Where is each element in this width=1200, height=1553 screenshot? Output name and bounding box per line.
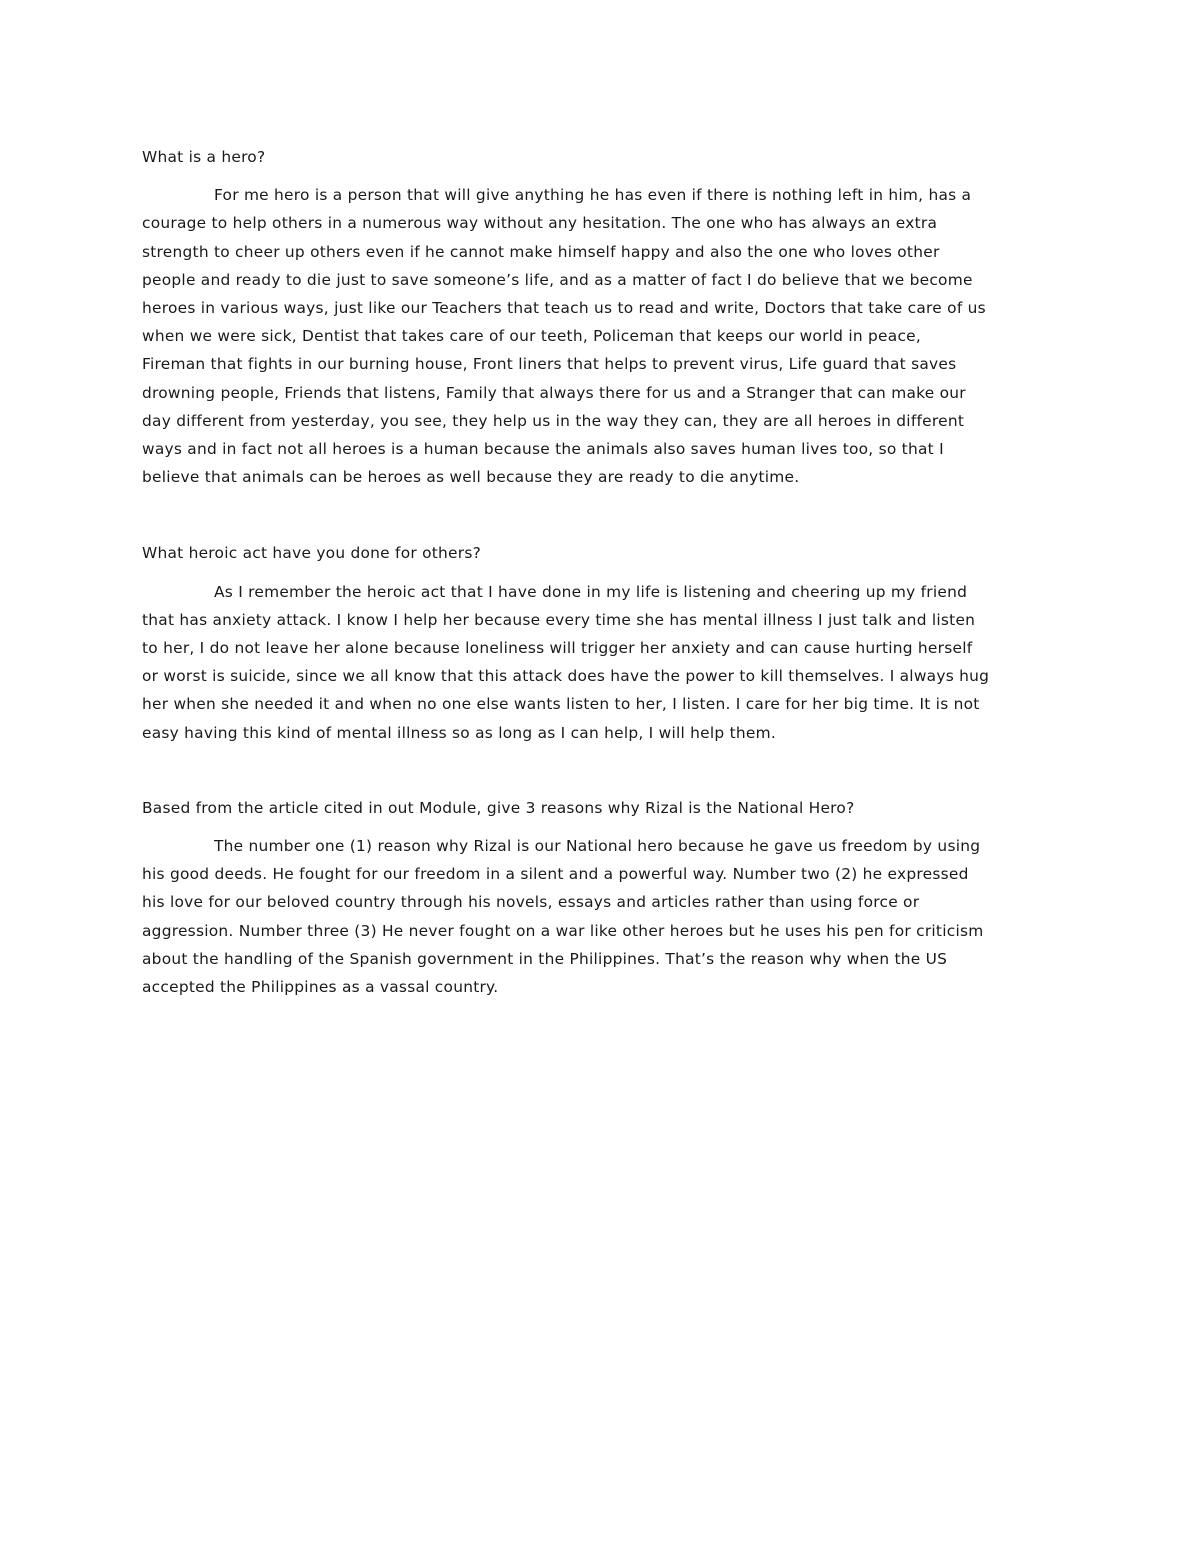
answer-3-line: aggression. Number three (3) He never fought on a war like other heroes but he uses his pen for criticism bbox=[142, 921, 984, 940]
answer-2-line: to her, I do not leave her alone because loneliness will trigger her anxiety and can cause hurting herself bbox=[142, 639, 973, 658]
answer-1-line: heroes in various ways, just like our Teachers that teach us to read and write, Doctors that take care of us bbox=[142, 299, 986, 318]
question-3: Based from the article cited in out Module, give 3 reasons why Rizal is the National Hero? bbox=[142, 798, 855, 817]
answer-3-line: about the handling of the Spanish government in the Philippines. That’s the reason why when the US bbox=[142, 949, 948, 968]
answer-2 bbox=[142, 578, 1064, 747]
question-1: What is a hero? bbox=[142, 148, 266, 166]
answer-2-line: As I remember the heroic act that I have done in my life is listening and cheering up my friend bbox=[214, 582, 968, 601]
answer-1-line: strength to cheer up others even if he cannot make himself happy and also the one who loves other bbox=[142, 242, 940, 261]
document-body bbox=[142, 143, 1064, 1001]
answer-1 bbox=[142, 181, 1064, 491]
answer-1-line: when we were sick, Dentist that takes care of our teeth, Policeman that keeps our world in peace, bbox=[142, 327, 922, 346]
answer-1-line: For me hero is a person that will give anything he has even if there is nothing left in him, has a bbox=[214, 186, 972, 205]
question-2: What heroic act have you done for others? bbox=[142, 544, 482, 563]
answer-3-line: his good deeds. He fought for our freedom in a silent and a powerful way. Number two (2) he expressed bbox=[142, 865, 969, 884]
answer-1-line: day different from yesterday, you see, they help us in the way they can, they are all heroes in different bbox=[142, 411, 965, 430]
answer-3-line: The number one (1) reason why Rizal is our National hero because he gave us freedom by using bbox=[214, 837, 981, 856]
answer-1-line: ways and in fact not all heroes is a human because the animals also saves human lives too, so that I bbox=[142, 440, 944, 459]
answer-2-line: her when she needed it and when no one else wants listen to her, I listen. I care for her big time. It is not bbox=[142, 695, 980, 714]
answer-2-line: that has anxiety attack. I know I help her because every time she has mental illness I just talk and listen bbox=[142, 610, 976, 629]
answer-1-line: drowning people, Friends that listens, Family that always there for us and a Stranger that can make our bbox=[142, 383, 966, 402]
answer-1-line: people and ready to die just to save someone’s life, and as a matter of fact I do believe that we become bbox=[142, 270, 973, 289]
answer-3-line: his love for our beloved country through his novels, essays and articles rather than using force or bbox=[142, 893, 920, 912]
answer-2-line: easy having this kind of mental illness so as long as I can help, I will help them. bbox=[142, 723, 776, 742]
answer-1-line: Fireman that fights in our burning house, Front liners that helps to prevent virus, Life guard that saves bbox=[142, 355, 957, 374]
answer-3 bbox=[142, 832, 1064, 1001]
answer-1-line: believe that animals can be heroes as well because they are ready to die anytime. bbox=[142, 468, 800, 487]
answer-3-line: accepted the Philippines as a vassal country. bbox=[142, 978, 499, 997]
answer-2-line: or worst is suicide, since we all know that this attack does have the power to kill themselves. I always hug bbox=[142, 667, 990, 686]
answer-1-line: courage to help others in a numerous way without any hesitation. The one who has always an extra bbox=[142, 214, 938, 233]
